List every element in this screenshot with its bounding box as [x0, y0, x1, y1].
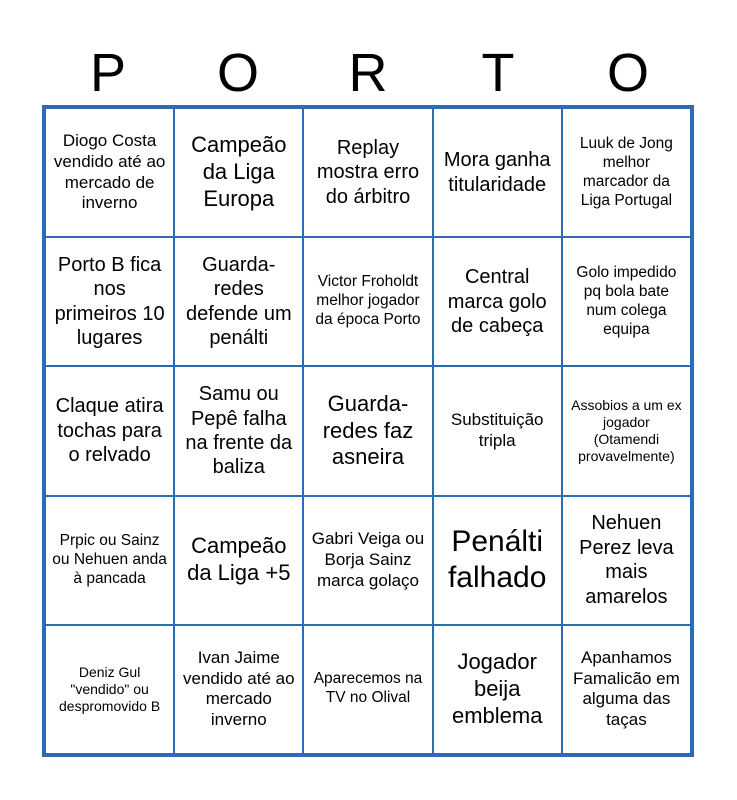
bingo-header: [43, 40, 693, 106]
bingo-cell-13[interactable]: Guarda-redes faz asneira: [303, 366, 432, 495]
bingo-cell-11[interactable]: Claque atira tochas para o relvado: [45, 366, 174, 495]
bingo-cell-2[interactable]: Campeão da Liga Europa: [174, 108, 303, 237]
bingo-cell-22[interactable]: Ivan Jaime vendido até ao mercado inverno: [174, 625, 303, 754]
bingo-cell-25[interactable]: Apanhamos Famalicão em alguma das taças: [562, 625, 691, 754]
bingo-cell-8[interactable]: Victor Froholdt melhor jogador da época Porto: [303, 237, 432, 366]
header-letter-p: P: [89, 43, 127, 103]
bingo-board: [42, 105, 694, 757]
bingo-cell-1[interactable]: Diogo Costa vendido até ao mercado de inverno: [45, 108, 174, 237]
bingo-cell-10[interactable]: Golo impedido pq bola bate num colega equipa: [562, 237, 691, 366]
bingo-cell-3[interactable]: Replay mostra erro do árbitro: [303, 108, 432, 237]
bingo-cell-7[interactable]: Guarda-redes defende um penálti: [174, 237, 303, 366]
bingo-cell-17[interactable]: Campeão da Liga +5: [174, 496, 303, 625]
header-letter-o-2: O: [606, 43, 649, 103]
bingo-cell-23[interactable]: Aparecemos na TV no Olival: [303, 625, 432, 754]
bingo-cell-24[interactable]: Jogador beija emblema: [433, 625, 562, 754]
bingo-cell-16[interactable]: Prpic ou Sainz ou Nehuen anda à pancada: [45, 496, 174, 625]
bingo-cell-12[interactable]: Samu ou Pepê falha na frente da baliza: [174, 366, 303, 495]
header-letter-t: T: [481, 43, 515, 103]
bingo-cell-15[interactable]: Assobios a um ex jogador (Otamendi provavelmente): [562, 366, 691, 495]
bingo-cell-14[interactable]: Substituição tripla: [433, 366, 562, 495]
bingo-cell-19[interactable]: Penálti falhado: [433, 496, 562, 625]
header-letter-o: O: [216, 43, 259, 103]
bingo-cell-9[interactable]: Central marca golo de cabeça: [433, 237, 562, 366]
bingo-cell-4[interactable]: Mora ganha titularidade: [433, 108, 562, 237]
bingo-cell-21[interactable]: Deniz Gul "vendido" ou despromovido B: [45, 625, 174, 754]
header-letter-r: R: [348, 43, 388, 103]
bingo-cell-20[interactable]: Nehuen Perez leva mais amarelos: [562, 496, 691, 625]
bingo-cell-6[interactable]: Porto B fica nos primeiros 10 lugares: [45, 237, 174, 366]
bingo-cell-18[interactable]: Gabri Veiga ou Borja Sainz marca golaço: [303, 496, 432, 625]
bingo-cell-5[interactable]: Luuk de Jong melhor marcador da Liga Portugal: [562, 108, 691, 237]
